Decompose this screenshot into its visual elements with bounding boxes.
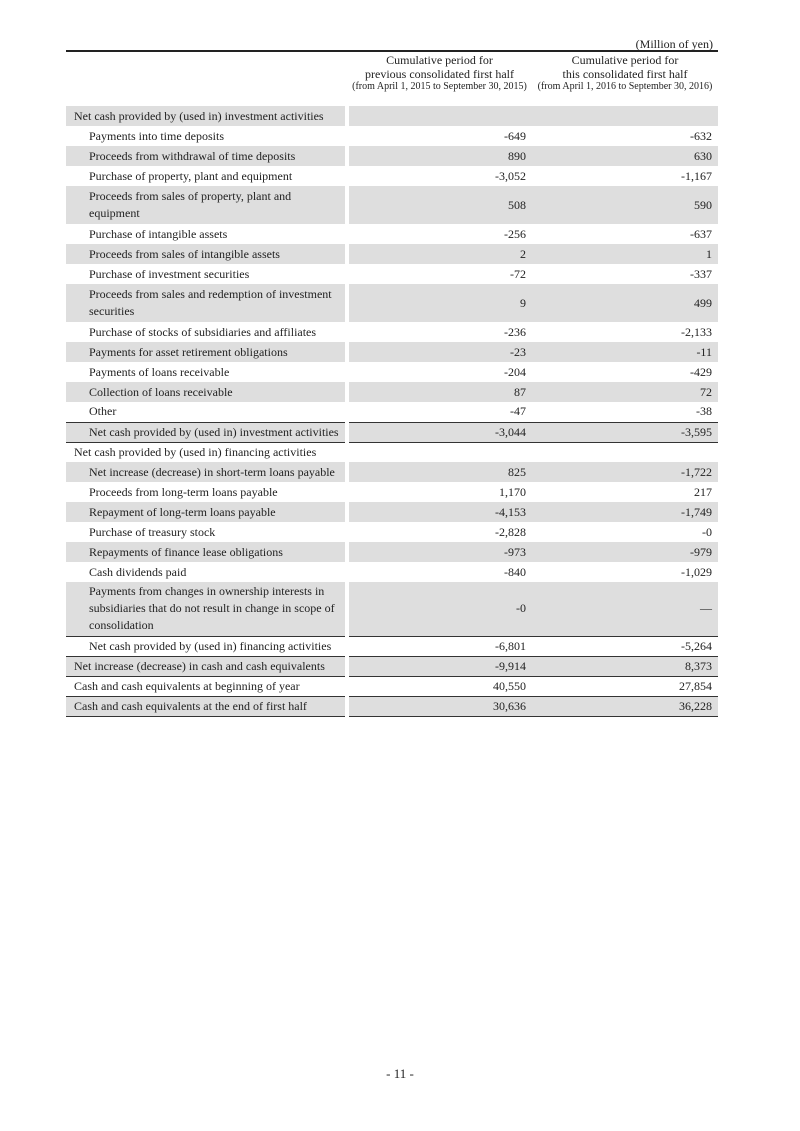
row-curr-value: 499	[532, 284, 718, 322]
row-curr-value: -11	[532, 342, 718, 362]
row-prev-value: -204	[347, 362, 532, 382]
row-label: Net increase (decrease) in short-term loans payable	[66, 462, 347, 482]
row-prev-value: -72	[347, 264, 532, 284]
row-prev-value: -3,044	[347, 422, 532, 442]
row-curr-value: -5,264	[532, 636, 718, 656]
table-row	[66, 482, 718, 502]
row-curr-value	[532, 442, 718, 462]
row-prev-value: 9	[347, 284, 532, 322]
header-blank	[66, 53, 347, 106]
row-prev-value: 890	[347, 146, 532, 166]
row-label: Payments of loans receivable	[89, 364, 230, 379]
header-current-period	[532, 53, 718, 106]
header-curr-title1: Cumulative period for	[571, 53, 679, 67]
row-prev-value: -0	[347, 582, 532, 636]
table-row-total	[66, 696, 718, 716]
row-prev-value: 508	[347, 186, 532, 224]
header-prev-title2: previous consolidated first half	[365, 67, 514, 81]
table-row	[66, 126, 718, 146]
row-label: Proceeds from long-term loans payable	[89, 484, 278, 499]
header-prev-period: (from April 1, 2015 to September 30, 2015)	[352, 81, 527, 92]
row-label: Net cash provided by (used in) investment activities	[66, 106, 347, 126]
row-label: Repayment of long-term loans payable	[66, 502, 347, 522]
row-label: Net cash provided by (used in) financing activities	[66, 636, 347, 656]
row-label: Cash and cash equivalents at beginning of year	[74, 678, 300, 693]
row-prev-value: -256	[347, 224, 532, 244]
row-prev-value: 87	[347, 382, 532, 402]
row-curr-value: -0	[702, 524, 712, 539]
table-row	[66, 562, 718, 582]
row-label: Net increase (decrease) in cash and cash equivalents	[66, 656, 347, 676]
row-curr-value: -2,133	[681, 324, 712, 339]
row-label: Other	[89, 404, 117, 419]
row-curr-value: 72	[532, 382, 718, 402]
row-label: Cash and cash equivalents at the end of first half	[66, 696, 347, 716]
header-curr-period: (from April 1, 2016 to September 30, 2016)	[537, 81, 713, 92]
row-label: Purchase of treasury stock	[89, 524, 216, 539]
row-curr-value: -632	[690, 128, 712, 143]
table-row	[66, 542, 718, 562]
row-label: Repayments of finance lease obligations	[66, 542, 347, 562]
row-prev-value: 2	[347, 244, 532, 264]
header-curr-title2: this consolidated first half	[562, 67, 688, 81]
row-prev-value: -9,914	[347, 656, 532, 676]
row-curr-value: -637	[690, 226, 712, 241]
table-row	[66, 322, 718, 342]
row-label: Proceeds from sales of intangible assets	[66, 244, 347, 264]
row-curr-value: -38	[696, 404, 712, 419]
cash-flow-table	[66, 53, 718, 717]
row-prev-value: -840	[347, 562, 532, 582]
row-prev-value: -3,052	[347, 166, 532, 186]
row-curr-value: -3,595	[532, 422, 718, 442]
row-prev-value: -236	[347, 322, 532, 342]
row-label: Cash dividends paid	[89, 564, 187, 579]
table-row	[66, 362, 718, 382]
row-curr-value	[532, 106, 718, 126]
row-prev-value: 825	[347, 462, 532, 482]
table-row-total	[66, 676, 718, 696]
row-prev-value	[347, 442, 532, 462]
row-curr-value: -1,029	[681, 564, 712, 579]
header-previous-period	[347, 53, 532, 106]
row-label: Payments into time deposits	[89, 128, 224, 143]
row-label: Payments for asset retirement obligations	[66, 342, 347, 362]
row-label: Net cash provided by (used in) financing activities	[74, 444, 317, 459]
table-row	[66, 462, 718, 482]
header-prev-title1: Cumulative period for	[386, 53, 493, 67]
row-prev-value	[347, 106, 532, 126]
row-prev-value: -649	[347, 126, 532, 146]
table-row	[66, 264, 718, 284]
unit-note: (Million of yen)	[635, 37, 713, 51]
table-row-subtotal	[66, 636, 718, 656]
row-prev-value: -973	[347, 542, 532, 562]
row-label: Payments from changes in ownership interests in subsidiaries that do not result in change in scope of consolidation	[66, 582, 347, 636]
table-row	[66, 382, 718, 402]
row-curr-value: -429	[690, 364, 712, 379]
table-row	[66, 224, 718, 244]
table-header-row	[66, 53, 718, 106]
table-top-rule	[66, 50, 718, 52]
row-curr-value: 630	[532, 146, 718, 166]
row-prev-value: -47	[347, 402, 532, 422]
row-curr-value: 27,854	[679, 678, 712, 693]
table-row	[66, 244, 718, 264]
row-curr-value: 217	[694, 484, 712, 499]
table-row-total	[66, 656, 718, 676]
table-row	[66, 284, 718, 322]
row-label: Purchase of stocks of subsidiaries and affiliates	[89, 324, 317, 339]
row-curr-value: -337	[690, 266, 712, 281]
row-curr-value: -1,749	[532, 502, 718, 522]
row-label: Collection of loans receivable	[66, 382, 347, 402]
row-prev-value: -6,801	[347, 636, 532, 656]
row-prev-value: -23	[347, 342, 532, 362]
row-prev-value: -4,153	[347, 502, 532, 522]
row-curr-value: 590	[532, 186, 718, 224]
row-prev-value: 1,170	[347, 482, 532, 502]
row-label: Purchase of investment securities	[89, 266, 250, 281]
row-label: Proceeds from withdrawal of time deposits	[66, 146, 347, 166]
table-row	[66, 146, 718, 166]
row-curr-value: 36,228	[532, 696, 718, 716]
row-prev-value: -2,828	[347, 522, 532, 542]
table-row	[66, 106, 718, 126]
row-label: Proceeds from sales of property, plant and equipment	[66, 186, 347, 224]
row-label: Purchase of property, plant and equipment	[89, 168, 293, 183]
row-curr-value: -979	[532, 542, 718, 562]
row-label: Net cash provided by (used in) investment activities	[66, 422, 347, 442]
row-label: Proceeds from sales and redemption of investment securities	[66, 284, 347, 322]
row-prev-value: 40,550	[347, 676, 532, 696]
table-row	[66, 186, 718, 224]
row-curr-value: 8,373	[532, 656, 718, 676]
page-number: - 11 -	[386, 1066, 414, 1081]
table-row	[66, 522, 718, 542]
table-row	[66, 402, 718, 422]
table-row	[66, 166, 718, 186]
row-prev-value: 30,636	[347, 696, 532, 716]
table-row-subtotal	[66, 422, 718, 442]
table-row	[66, 442, 718, 462]
table-row	[66, 342, 718, 362]
row-label: Purchase of intangible assets	[89, 226, 228, 241]
row-curr-value: ―	[532, 582, 718, 636]
table-row	[66, 502, 718, 522]
table-row	[66, 582, 718, 636]
row-curr-value: 1	[532, 244, 718, 264]
row-curr-value: -1,722	[532, 462, 718, 482]
row-curr-value: -1,167	[681, 168, 712, 183]
